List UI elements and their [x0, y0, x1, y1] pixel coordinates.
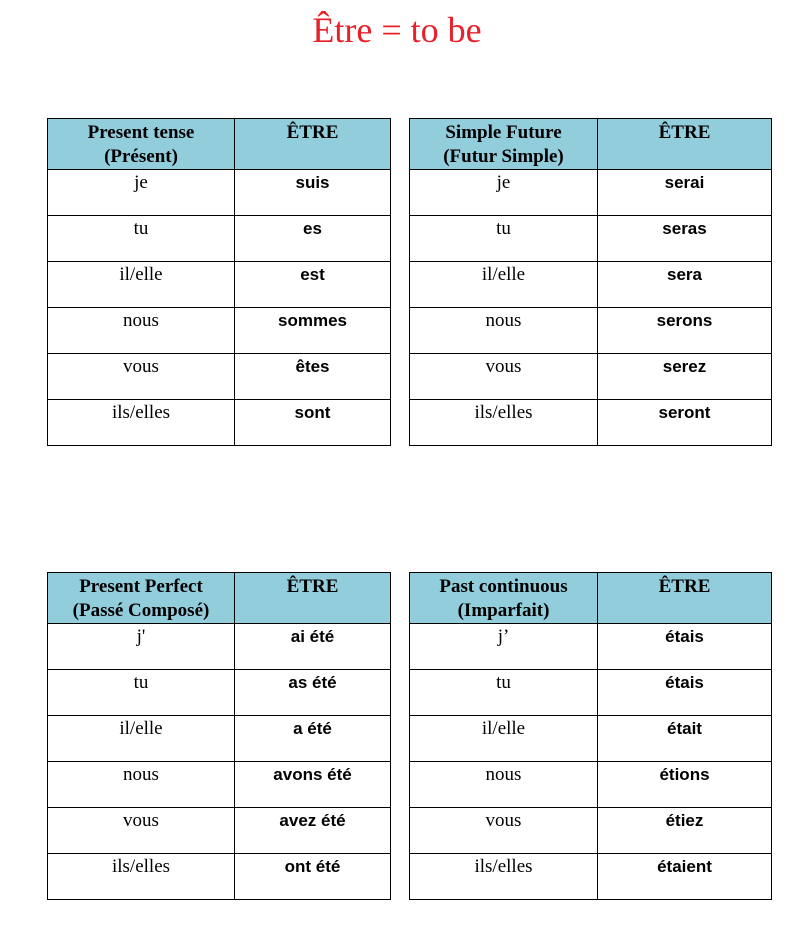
pronoun-cell: vous — [410, 808, 598, 854]
verb-form-cell: serez — [598, 354, 772, 400]
table-row — [410, 854, 772, 900]
tense-header — [48, 119, 235, 170]
pronoun-cell: vous — [410, 354, 598, 400]
table-row — [410, 308, 772, 354]
pronoun-cell: tu — [48, 216, 235, 262]
verb-header: ÊTRE — [598, 573, 772, 624]
pronoun-cell: il/elle — [48, 262, 235, 308]
table-row — [48, 854, 391, 900]
verb-form-cell: étais — [598, 624, 772, 670]
table-row — [48, 216, 391, 262]
present-tense-table — [47, 118, 391, 446]
pronoun-cell: il/elle — [410, 716, 598, 762]
table-header-row — [410, 573, 772, 624]
table-row — [410, 400, 772, 446]
tense-name: Present Perfect — [79, 576, 203, 597]
verb-form-cell: ai été — [235, 624, 391, 670]
tense-name: Present tense — [87, 122, 195, 143]
verb-form-cell: seras — [598, 216, 772, 262]
tense-header — [48, 573, 235, 624]
tense-name-french: (Imparfait) — [457, 600, 550, 621]
table-row — [48, 762, 391, 808]
table-row — [410, 216, 772, 262]
pronoun-cell: j’ — [410, 624, 598, 670]
tense-header — [410, 573, 598, 624]
table-row — [410, 354, 772, 400]
verb-form-cell: étions — [598, 762, 772, 808]
past-continuous-table — [409, 572, 772, 900]
tense-name: Simple Future — [445, 122, 562, 143]
verb-form-cell: seront — [598, 400, 772, 446]
verb-form-cell: serons — [598, 308, 772, 354]
verb-header: ÊTRE — [598, 119, 772, 170]
pronoun-cell: nous — [48, 762, 235, 808]
verb-form-cell: as été — [235, 670, 391, 716]
pronoun-cell: tu — [410, 216, 598, 262]
present-perfect-table — [47, 572, 391, 900]
verb-form-cell: est — [235, 262, 391, 308]
verb-header: ÊTRE — [235, 119, 391, 170]
pronoun-cell: il/elle — [48, 716, 235, 762]
table-row — [410, 762, 772, 808]
tense-header — [410, 119, 598, 170]
verb-form-cell: êtes — [235, 354, 391, 400]
verb-form-cell: sont — [235, 400, 391, 446]
pronoun-cell: je — [410, 170, 598, 216]
verb-form-cell: sommes — [235, 308, 391, 354]
table-row — [48, 354, 391, 400]
table-row — [48, 262, 391, 308]
table-row — [48, 170, 391, 216]
tense-name-french: (Passé Composé) — [72, 600, 210, 621]
verb-form-cell: étais — [598, 670, 772, 716]
verb-header: ÊTRE — [235, 573, 391, 624]
simple-future-table — [409, 118, 772, 446]
pronoun-cell: nous — [48, 308, 235, 354]
page-title: Être = to be — [312, 10, 482, 50]
verb-form-cell: ont été — [235, 854, 391, 900]
verb-form-cell: avez été — [235, 808, 391, 854]
verb-form-cell: était — [598, 716, 772, 762]
pronoun-cell: ils/elles — [48, 400, 235, 446]
table-row — [48, 808, 391, 854]
table-row — [48, 716, 391, 762]
verb-form-cell: suis — [235, 170, 391, 216]
verb-form-cell: a été — [235, 716, 391, 762]
pronoun-cell: j' — [48, 624, 235, 670]
pronoun-cell: tu — [410, 670, 598, 716]
table-header-row — [48, 119, 391, 170]
verb-form-cell: serai — [598, 170, 772, 216]
pronoun-cell: vous — [48, 808, 235, 854]
pronoun-cell: ils/elles — [48, 854, 235, 900]
pronoun-cell: ils/elles — [410, 854, 598, 900]
pronoun-cell: nous — [410, 762, 598, 808]
table-row — [48, 624, 391, 670]
verb-form-cell: étaient — [598, 854, 772, 900]
verb-form-cell: étiez — [598, 808, 772, 854]
pronoun-cell: je — [48, 170, 235, 216]
pronoun-cell: tu — [48, 670, 235, 716]
table-header-row — [48, 573, 391, 624]
table-row — [48, 308, 391, 354]
table-row — [410, 262, 772, 308]
tense-name-french: (Présent) — [104, 146, 178, 167]
pronoun-cell: nous — [410, 308, 598, 354]
table-header-row — [410, 119, 772, 170]
table-row — [410, 716, 772, 762]
pronoun-cell: il/elle — [410, 262, 598, 308]
tense-name: Past continuous — [439, 576, 568, 597]
pronoun-cell: ils/elles — [410, 400, 598, 446]
pronoun-cell: vous — [48, 354, 235, 400]
table-row — [410, 624, 772, 670]
table-row — [48, 400, 391, 446]
table-row — [410, 170, 772, 216]
table-row — [48, 670, 391, 716]
table-row — [410, 670, 772, 716]
verb-form-cell: sera — [598, 262, 772, 308]
verb-form-cell: avons été — [235, 762, 391, 808]
tense-name-french: (Futur Simple) — [443, 146, 564, 167]
table-row — [410, 808, 772, 854]
verb-form-cell: es — [235, 216, 391, 262]
